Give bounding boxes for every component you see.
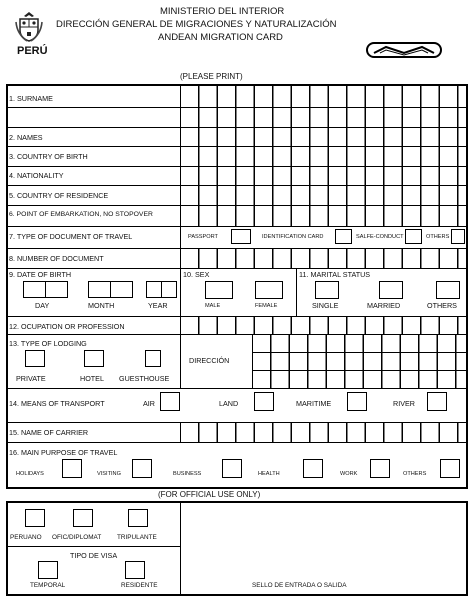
- date-of-birth-label: 9. DATE OF BIRTH: [9, 270, 72, 279]
- names-letter-grid[interactable]: [180, 127, 468, 147]
- nationality-label: 4. NATIONALITY: [9, 171, 64, 180]
- number-of-document-label: 8. NUMBER OF DOCUMENT: [9, 254, 104, 263]
- purpose-business-label: BUSINESS: [173, 471, 202, 477]
- transport-air-label: AIR: [143, 399, 155, 408]
- sex-female-checkbox[interactable]: [255, 281, 283, 299]
- crew-peruano-label: PERUANO: [10, 534, 42, 541]
- doc-type-identification-card: IDENTIFICATION CARD: [262, 234, 324, 240]
- ministry-title: MINISTERIO DEL INTERIOR: [160, 6, 285, 17]
- names-label: 2. NAMES: [9, 133, 43, 142]
- identification-card-checkbox[interactable]: [335, 229, 352, 244]
- doc-type-others: OTHERS: [426, 234, 450, 240]
- official-divider: [180, 501, 181, 596]
- doc-type-safe-conduct: SALFE-CONDUCT: [356, 234, 404, 240]
- sex-female-label: FEMALE: [255, 303, 278, 309]
- dob-month-box-1[interactable]: [88, 281, 111, 298]
- dob-day-label: DAY: [35, 301, 50, 310]
- transport-river-label: RIVER: [393, 399, 415, 408]
- please-print-note: (PLEASE PRINT): [180, 72, 243, 81]
- marital-others-checkbox[interactable]: [436, 281, 460, 299]
- country-of-residence-label: 5. COUNTRY OF RESIDENCE: [9, 191, 109, 200]
- purpose-others-label: OTHERS: [403, 471, 427, 477]
- country-of-birth-grid[interactable]: [180, 146, 468, 167]
- purpose-business-checkbox[interactable]: [222, 459, 242, 478]
- official-use-title: (FOR OFFICIAL USE ONLY): [158, 490, 261, 499]
- dob-month-box-2[interactable]: [110, 281, 133, 298]
- lodging-private-checkbox[interactable]: [25, 350, 45, 367]
- direction-title: DIRECCIÓN GENERAL DE MIGRACIONES Y NATURALIZACIÓN: [56, 19, 337, 30]
- surname-label: 1. SURNAME: [9, 94, 53, 103]
- dob-day-box-2[interactable]: [45, 281, 68, 298]
- dob-year-box-2[interactable]: [161, 281, 177, 298]
- safe-conduct-checkbox[interactable]: [405, 229, 422, 244]
- crew-ofic-diplomat-checkbox[interactable]: [73, 509, 93, 527]
- marital-status-label: 11. MARITAL STATUS: [299, 270, 371, 279]
- country-of-birth-label: 3. COUNTRY OF BIRTH: [9, 152, 88, 161]
- can-logo-icon: [366, 42, 442, 58]
- marital-single-label: SINGLE: [312, 301, 339, 310]
- point-of-embarkation-label: 6. POINT OF EMBARKATION, NO STOPOVER: [9, 211, 153, 218]
- main-purpose-label: 16. MAIN PURPOSE OF TRAVEL: [9, 448, 118, 457]
- country-of-residence-grid[interactable]: [180, 185, 468, 206]
- dob-day-box-1[interactable]: [23, 281, 46, 298]
- section-divider: [296, 268, 297, 316]
- lodging-hotel-label: HOTEL: [80, 374, 104, 383]
- passport-checkbox[interactable]: [231, 229, 251, 244]
- transport-land-label: LAND: [219, 399, 239, 408]
- direccion-grid-top[interactable]: [252, 334, 468, 353]
- means-of-transport-label: 14. MEANS OF TRANSPORT: [9, 399, 105, 408]
- purpose-health-checkbox[interactable]: [303, 459, 323, 478]
- purpose-visiting-label: VISITING: [97, 471, 121, 477]
- dob-year-label: YEAR: [148, 301, 168, 310]
- transport-maritime-checkbox[interactable]: [347, 392, 367, 411]
- visa-residente-label: RESIDENTE: [121, 582, 158, 589]
- peru-coat-of-arms-icon: [14, 10, 44, 44]
- visa-temporal-checkbox[interactable]: [38, 561, 58, 579]
- visa-temporal-label: TEMPORAL: [30, 582, 66, 589]
- direccion-grid-bottom[interactable]: [252, 370, 468, 389]
- dob-month-label: MONTH: [88, 301, 115, 310]
- transport-maritime-label: MARITIME: [296, 399, 332, 408]
- name-of-carrier-grid[interactable]: [180, 422, 468, 443]
- crew-tripulante-label: TRIPULANTE: [117, 534, 157, 541]
- visa-type-label: TIPO DE VISA: [70, 551, 118, 560]
- lodging-guesthouse-checkbox[interactable]: [145, 350, 161, 367]
- lodging-private-label: PRIVATE: [16, 374, 46, 383]
- nationality-grid[interactable]: [180, 166, 468, 186]
- number-of-document-grid[interactable]: [180, 248, 468, 269]
- card-title: ANDEAN MIGRATION CARD: [158, 32, 283, 43]
- marital-single-checkbox[interactable]: [315, 281, 339, 299]
- crew-ofic-diplomat-label: OFIC/DIPLOMAT: [52, 534, 102, 541]
- transport-river-checkbox[interactable]: [427, 392, 447, 411]
- type-of-document-label: 7. TYPE OF DOCUMENT OF TRAVEL: [9, 232, 133, 241]
- lodging-guesthouse-label: GUESTHOUSE: [119, 374, 170, 383]
- transport-land-checkbox[interactable]: [254, 392, 274, 411]
- section-divider: [180, 334, 181, 388]
- occupation-label: 12. OCUPATION OR PROFESSION: [9, 322, 125, 331]
- sex-male-checkbox[interactable]: [205, 281, 233, 299]
- entry-exit-stamp-label: SELLO DE ENTRADA O SALIDA: [252, 582, 347, 589]
- lodging-hotel-checkbox[interactable]: [84, 350, 104, 367]
- doc-type-passport: PASSPORT: [188, 234, 218, 240]
- purpose-visiting-checkbox[interactable]: [132, 459, 152, 478]
- marital-married-checkbox[interactable]: [379, 281, 403, 299]
- name-of-carrier-label: 15. NAME OF CARRIER: [9, 428, 89, 437]
- marital-married-label: MARRIED: [367, 301, 401, 310]
- marital-others-label: OTHERS: [427, 301, 457, 310]
- point-of-embarkation-grid[interactable]: [180, 205, 468, 227]
- dob-year-box-1[interactable]: [146, 281, 162, 298]
- purpose-holidays-label: HOLIDAYS: [16, 471, 44, 477]
- surname-letter-grid[interactable]: [180, 84, 468, 128]
- visa-residente-checkbox[interactable]: [125, 561, 145, 579]
- direccion-label: DIRECCIÓN: [189, 356, 230, 365]
- section-divider: [180, 268, 181, 316]
- purpose-work-checkbox[interactable]: [370, 459, 390, 478]
- purpose-health-label: HEALTH: [258, 471, 280, 477]
- transport-air-checkbox[interactable]: [160, 392, 180, 411]
- direccion-grid-middle[interactable]: [252, 352, 468, 371]
- crew-peruano-checkbox[interactable]: [25, 509, 45, 527]
- official-row-divider: [6, 546, 180, 547]
- purpose-holidays-checkbox[interactable]: [62, 459, 82, 478]
- country-name: PERÚ: [17, 45, 48, 57]
- occupation-grid[interactable]: [180, 316, 468, 335]
- purpose-others-checkbox[interactable]: [440, 459, 460, 478]
- crew-tripulante-checkbox[interactable]: [128, 509, 148, 527]
- purpose-work-label: WORK: [340, 471, 358, 477]
- sex-label: 10. SEX: [183, 270, 210, 279]
- others-doc-checkbox[interactable]: [451, 229, 465, 244]
- sex-male-label: MALE: [205, 303, 221, 309]
- type-of-lodging-label: 13. TYPE OF LODGING: [9, 339, 87, 348]
